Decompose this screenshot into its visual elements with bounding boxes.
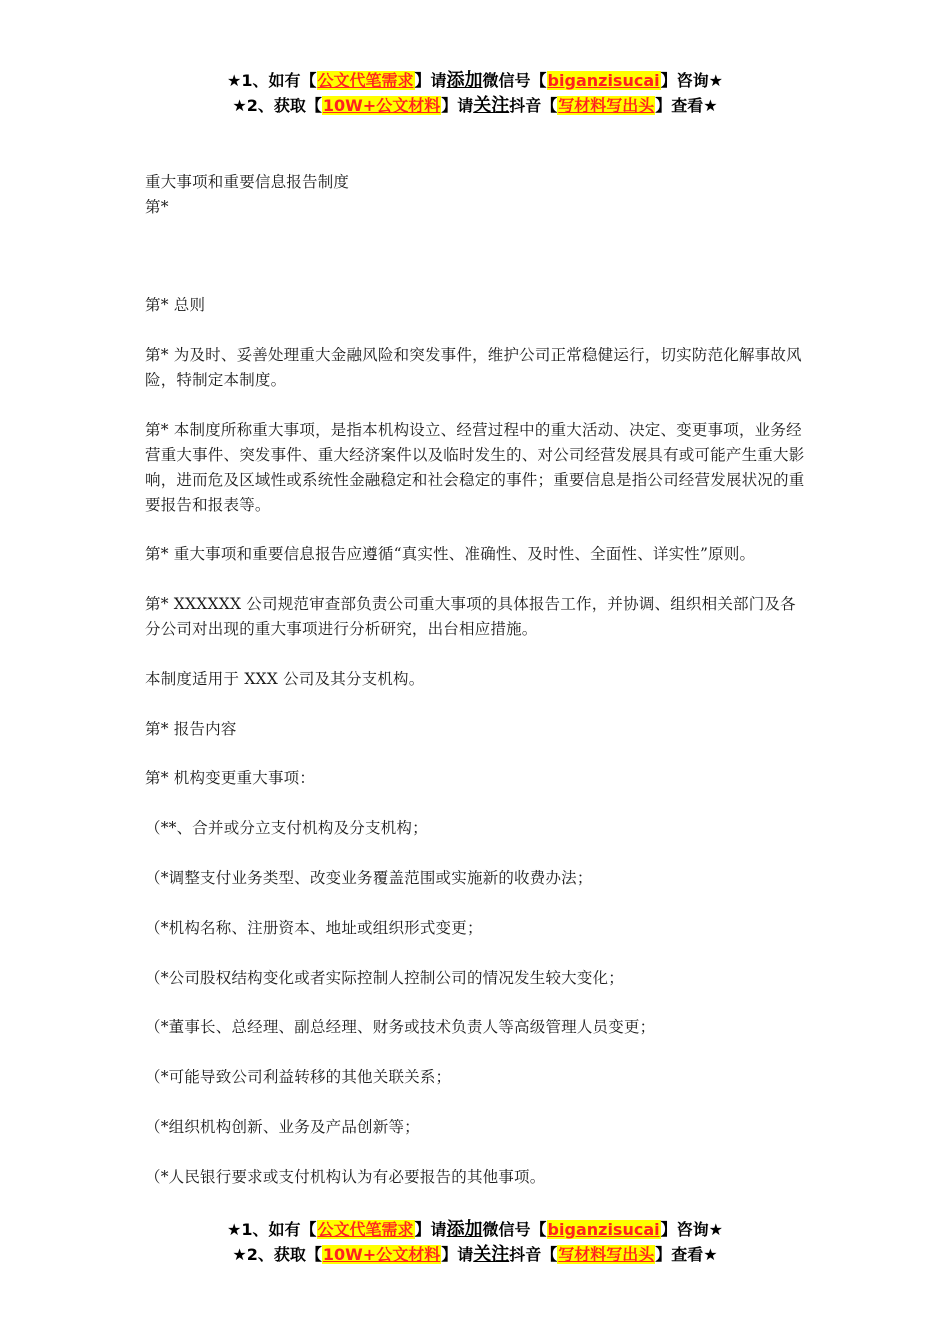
star-icon: ★ — [232, 96, 247, 115]
star-icon: ★ — [227, 71, 242, 90]
star-icon: ★ — [708, 71, 723, 90]
banner-text: 微信号【 — [482, 71, 547, 90]
emphasis-follow: 关注 — [473, 1244, 510, 1265]
document-subtitle: 第* — [145, 198, 169, 216]
highlight-materials: 10W+公文材料 — [322, 96, 441, 115]
highlight-service: 公文代笔需求 — [317, 1220, 414, 1239]
highlight-wechat-id: biganzisucai — [547, 71, 660, 90]
paragraph: 第* 本制度所称重大事项，是指本机构设立、经营过程中的重大活动、决定、变更事项，业务经营重大事件、突发事件、重大经济案件以及临时发生的、对公司经营发展具有或可能产生重大影响，进而危及区域性或系统性金融稳定和社会稳定的事件；重要信息是指公司经营发展状况的重要报告和报表等。 — [145, 421, 805, 514]
emphasis-follow: 关注 — [473, 95, 510, 116]
star-icon: ★ — [703, 1245, 718, 1264]
highlight-wechat-id: biganzisucai — [547, 1220, 660, 1239]
star-icon: ★ — [703, 96, 718, 115]
banner-text: 2、获取【 — [246, 96, 322, 115]
top-banner — [0, 68, 950, 118]
paragraph: 第* 机构变更重大事项： — [145, 769, 316, 787]
list-item: （*董事长、总经理、副总经理、财务或技术负责人等高级管理人员变更； — [145, 1018, 656, 1036]
paragraph: 本制度适用于 XXX 公司及其分支机构。 — [145, 670, 425, 688]
star-icon: ★ — [227, 1220, 242, 1239]
banner-text: 抖音【 — [509, 1245, 558, 1264]
banner-text: 】请 — [414, 71, 447, 90]
banner-text: 】查看 — [655, 1245, 704, 1264]
banner-text: 1、如有【 — [241, 1220, 317, 1239]
list-item: （*人民银行要求或支付机构认为有必要报告的其他事项。 — [145, 1168, 546, 1186]
paragraph: 第* 重大事项和重要信息报告应遵循“真实性、准确性、及时性、全面性、详实性”原则。 — [145, 545, 756, 563]
banner-text: 】请 — [441, 1245, 474, 1264]
banner-line-1 — [0, 68, 950, 93]
highlight-materials: 10W+公文材料 — [322, 1245, 441, 1264]
banner-line-1 — [0, 1217, 950, 1242]
list-item: （**、合并或分立支付机构及分支机构； — [145, 819, 428, 837]
paragraph: 第* XXXXXX 公司规范审查部负责公司重大事项的具体报告工作，并协调、组织相关部门及各分公司对出现的重大事项进行分析研究，出台相应措施。 — [145, 595, 796, 638]
star-icon: ★ — [232, 1245, 247, 1264]
list-item: （*机构名称、注册资本、地址或组织形式变更； — [145, 919, 483, 937]
list-item: （*调整支付业务类型、改变业务覆盖范围或实施新的收费办法； — [145, 869, 593, 887]
paragraph: 第* 为及时、妥善处理重大金融风险和突发事件，维护公司正常稳健运行，切实防范化解事故风险，特制定本制度。 — [145, 346, 802, 389]
banner-text: 】请 — [441, 96, 474, 115]
banner-text: 1、如有【 — [241, 71, 317, 90]
list-item: （*公司股权结构变化或者实际控制人控制公司的情况发生较大变化； — [145, 969, 624, 987]
banner-text: 】咨询 — [660, 1220, 709, 1239]
banner-text: 】请 — [414, 1220, 447, 1239]
highlight-douyin: 写材料写出头 — [558, 96, 655, 115]
banner-text: 抖音【 — [509, 96, 558, 115]
chapter-heading: 第* 总则 — [145, 296, 206, 314]
bottom-banner — [0, 1217, 950, 1267]
banner-line-2 — [0, 93, 950, 118]
chapter-heading: 第* 报告内容 — [145, 720, 237, 738]
banner-text: 微信号【 — [482, 1220, 547, 1239]
emphasis-add: 添加 — [446, 1219, 483, 1240]
document-title: 重大事项和重要信息报告制度 — [145, 173, 350, 191]
emphasis-add: 添加 — [446, 70, 483, 91]
list-item: （*组织机构创新、业务及产品创新等； — [145, 1118, 420, 1136]
banner-text: 】咨询 — [660, 71, 709, 90]
highlight-service: 公文代笔需求 — [317, 71, 414, 90]
highlight-douyin: 写材料写出头 — [558, 1245, 655, 1264]
banner-line-2 — [0, 1242, 950, 1267]
banner-text: 2、获取【 — [246, 1245, 322, 1264]
banner-text: 】查看 — [655, 96, 704, 115]
list-item: （*可能导致公司利益转移的其他关联关系； — [145, 1068, 452, 1086]
star-icon: ★ — [708, 1220, 723, 1239]
